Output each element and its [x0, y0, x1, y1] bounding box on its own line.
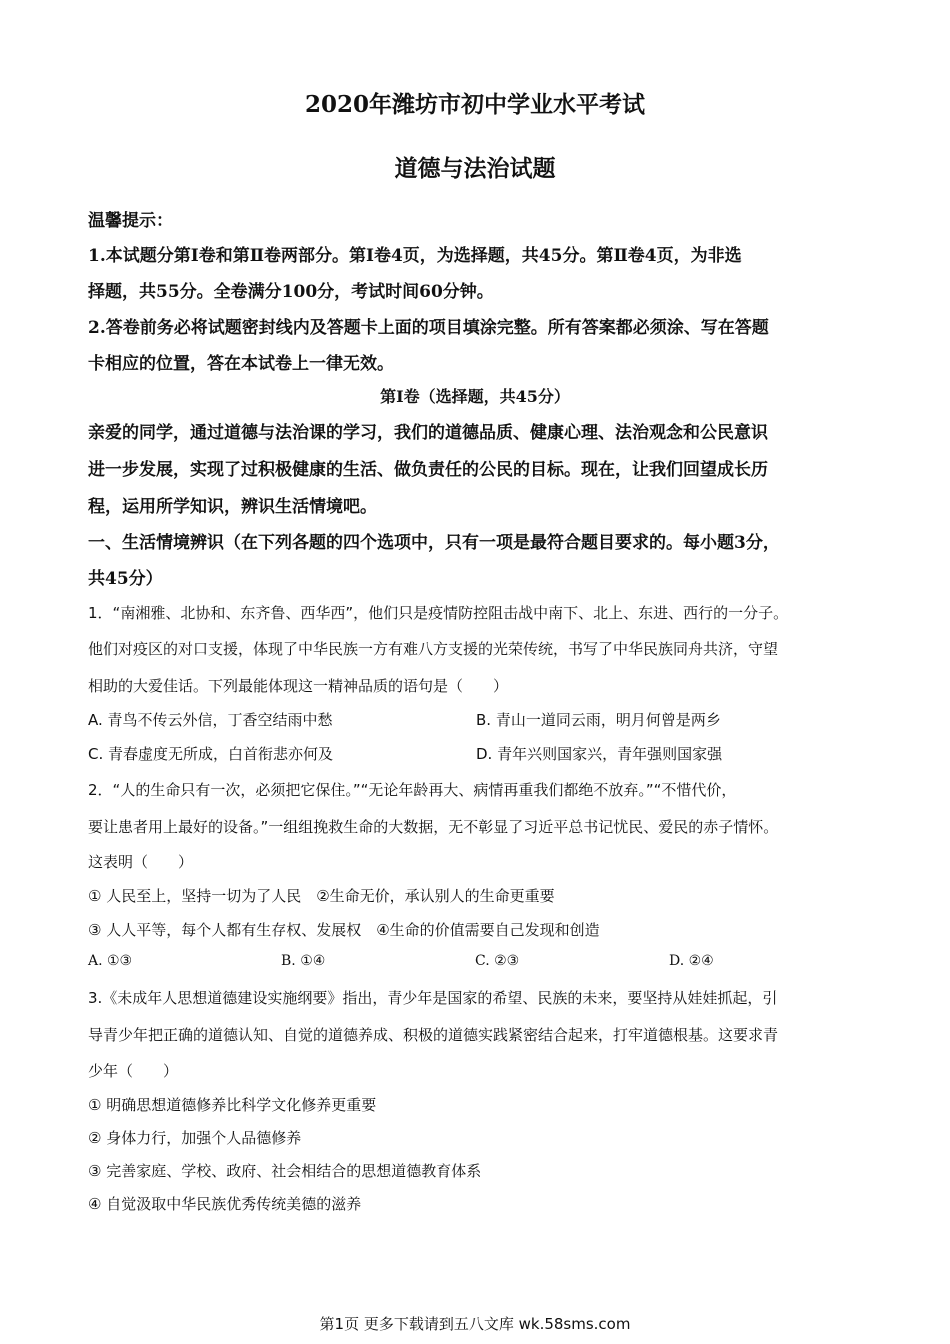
section-heading: 第Ⅰ卷（选择题，共45分） — [380, 387, 570, 406]
page-footer: 第1页 更多下载请到五八文库 wk.58sms.com — [319, 1315, 631, 1333]
question-1-option-b: B. 青山一道同云雨，明月何曾是两乡 — [476, 711, 721, 729]
question-2-line: 2．“人的生命只有一次，必须把它保住。”“无论年龄再大、病情再重我们都绝不放弃。”“不惜代价， — [88, 781, 737, 799]
notice-line: 择题，共55分。全卷满分100分，考试时间60分钟。 — [88, 282, 494, 302]
question-1-option-d: D. 青年兴则国家兴，青年强则国家强 — [476, 745, 723, 763]
notice-line: 1.本试题分第Ⅰ卷和第Ⅱ卷两部分。第Ⅰ卷4页，为选择题，共45分。第Ⅱ卷4页，为非选 — [88, 246, 742, 266]
question-1-option-a: A. 青鸟不传云外信，丁香空结雨中愁 — [88, 711, 333, 729]
question-2-option-a: A. ①③ — [88, 953, 133, 969]
question-3-line: 导青少年把正确的道德认知、自觉的道德养成、积极的道德实践紧密结合起来，打牢道德根基。这要求青 — [88, 1026, 779, 1044]
question-2-option-b: B. ①④ — [281, 953, 326, 969]
question-2-option-d: D. ②④ — [669, 953, 714, 969]
part-title: 一、生活情境辨识（在下列各题的四个选项中，只有一项是最符合题目要求的。每小题3分， — [88, 533, 780, 553]
question-2-line: 要让患者用上最好的设备。”一组组挽救生命的大数据，无不彰显了习近平总书记忧民、爱民的赤子情怀。 — [88, 818, 779, 836]
question-2-line: 这表明（ ） — [88, 853, 194, 871]
intro-line: 亲爱的同学，通过道德与法治课的学习，我们的道德品质、健康心理、法治观念和公民意识 — [88, 423, 768, 443]
question-3-line: 少年（ ） — [88, 1062, 179, 1080]
intro-line: 进一步发展，实现了过积极健康的生活、做负责任的公民的目标。现在，让我们回望成长历 — [88, 460, 768, 480]
notice-line: 2.答卷前务必将试题密封线内及答题卡上面的项目填涂完整。所有答案都必须涂、写在答题 — [88, 318, 769, 338]
question-3-statement: ② 身体力行，加强个人品德修养 — [88, 1129, 302, 1147]
intro-line: 程，运用所学知识，辨识生活情境吧。 — [88, 497, 377, 517]
question-1-line: 1．“南湘雅、北协和、东齐鲁、西华西”，他们只是疫情防控阻击战中南下、北上、东进、西行的一分子。 — [88, 604, 789, 622]
question-1-option-c: C. 青春虚度无所成，白首衔悲亦何及 — [88, 745, 334, 763]
notice-line: 卡相应的位置，答在本试卷上一律无效。 — [88, 354, 394, 374]
exam-subtitle: 道德与法治试题 — [394, 155, 556, 182]
part-title: 共45分） — [88, 569, 163, 589]
question-1-line: 他们对疫区的对口支援，体现了中华民族一方有难八方支援的光荣传统，书写了中华民族同舟共济，守望 — [88, 640, 779, 658]
question-3-line: 3.《未成年人思想道德建设实施纲要》指出，青少年是国家的希望、民族的未来，要坚持从娃娃抓起，引 — [88, 989, 778, 1007]
exam-title: 2020年潍坊市初中学业水平考试 — [304, 91, 645, 118]
notice-heading: 温馨提示： — [88, 211, 173, 231]
question-3-statement: ③ 完善家庭、学校、政府、社会相结合的思想道德教育体系 — [88, 1162, 482, 1180]
question-3-statement: ① 明确思想道德修养比科学文化修养更重要 — [88, 1096, 377, 1114]
question-2-option-c: C. ②③ — [475, 953, 520, 969]
question-2-statement: ③ 人人平等，每个人都有生存权、发展权 ④生命的价值需要自己发现和创造 — [88, 921, 600, 939]
question-3-statement: ④ 自觉汲取中华民族优秀传统美德的滋养 — [88, 1195, 362, 1213]
question-1-line: 相助的大爱佳话。下列最能体现这一精神品质的语句是（ ） — [88, 677, 509, 695]
question-2-statement: ① 人民至上，坚持一切为了人民 ②生命无价，承认别人的生命更重要 — [88, 887, 555, 905]
